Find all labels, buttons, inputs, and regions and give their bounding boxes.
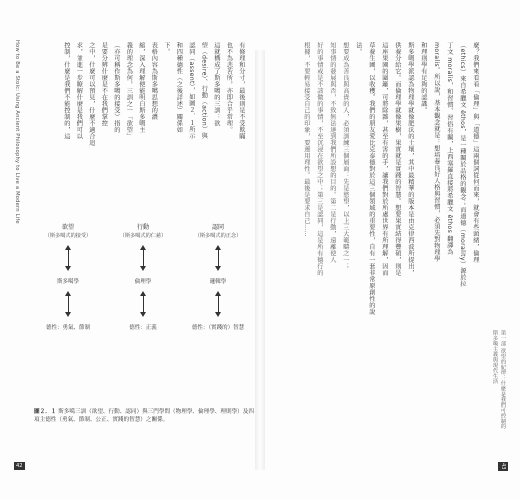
text-column: moralis。所以說，基本觀念就是：想培養良好人格與習慣，必須先對物理學 [432, 42, 440, 262]
diagram-head: 行動 [136, 224, 149, 231]
diagram-sub: （斯多噶式的接受） [44, 233, 92, 239]
diagram-bottom: 德性：勇氣、節制 [45, 325, 90, 331]
text-column: 麼？我們來看看「倫理」與「道德」這兩個詞從何而來，就會有些頭緒，倫理 [471, 42, 479, 263]
text-column: 供養分給它。而倫理學就像果樹，果實就是實踐的智慧。想要果實結得豐碩，則是 [393, 42, 401, 276]
book-gutter [255, 50, 265, 470]
text-column: 草養生圃，以收穫。我們的朋友愛比克泰德對於這三個領域的重要性，自有一套非常原創性的說 [367, 42, 375, 315]
three-disciplines-diagram [38, 222, 248, 402]
diagram-bottom: 德性：（實踐的）智慧 [191, 325, 245, 331]
text-column: 有條理和分寸，最後則是不受欺瞞 [237, 42, 245, 140]
double-arrow-icon [143, 293, 144, 315]
double-arrow-icon [68, 293, 69, 315]
text-column: （亦可稱作斯多噶的接受）指的 [112, 42, 120, 133]
text-column: 斯多噶學派認為物理學就像肥沃的土壤，其中最精華的版本是由克律西波所提出， [406, 42, 414, 276]
text-column: 這座果園的圍籬，可將除雜，甚至有害的手，讓我們對於所處世界有所理解，因而 [380, 42, 388, 276]
diagram-middle: 倫理學 [134, 279, 152, 285]
text-column: 縮，深入理解便能明白斯多噶主 [137, 42, 145, 133]
double-arrow-icon [218, 247, 219, 269]
text-column: 認同（assent），如圖２．１所示 [187, 42, 195, 140]
left-running-head: How to Be a Stoic: Using Ancient Philosophy to Live a Modern Life [14, 40, 20, 224]
right-running-head-2: 斯多噶主義與現代生活 [492, 330, 498, 384]
text-column: 和理則學有足夠的認識。 [419, 42, 427, 114]
text-column: 下。 [162, 42, 170, 55]
text-column: 求，並進一步瞭解什麼是我們可以 [75, 42, 83, 140]
text-column: 也不為悲苦所，亦即合乎常理。 [225, 42, 233, 133]
text-column: （ethics）來自希臘文 êthos，是一種關於品格的觀念；而道德（morality）源於拉 [458, 42, 466, 287]
text-column: 丁文 moralis，和習慣、習俗有關，上西塞羅直接將希臘文 êthos 翻譯為 [445, 42, 453, 255]
diagram-middle: 邏輯學 [209, 279, 227, 285]
text-column: 之中，什麼可以預見，什麼不適合追 [87, 42, 95, 146]
text-column: 望（desire）、行動（action）與 [200, 42, 208, 139]
text-column: 義的理念為何，三訓之一「欲望」 [125, 42, 133, 140]
right-page-number: 43 [500, 463, 506, 470]
text-column: 這就構成了斯多噶的三訓：欲 [212, 42, 220, 127]
text-column: 好的事情或是不該做的事情，不至沉浸在欲望之中；第三是認同，這是所有德行的 [315, 42, 323, 276]
double-arrow-icon [68, 247, 69, 269]
diagram-head: 欲望 [61, 224, 74, 231]
diagram-middle: 斯多噶學 [56, 279, 79, 285]
text-column: 控制，什麼是我們不能控制的，這 [62, 42, 70, 140]
double-arrow-icon [143, 247, 144, 269]
diagram-head: 認同 [211, 224, 224, 231]
text-column: 知事情的發展與否，不致無法達到我們所設想的目的。第二是行動，遠離使人 [328, 42, 336, 263]
left-page-number: 42 [16, 463, 23, 469]
caption-text: 斯多噶三訓（欲望、行動、認同）與三門學問（物理學、倫理學、理則學）及四項主德性（勇氣、節制、公正、實踐的智慧）之關係。 [34, 409, 254, 424]
text-column: 根據，不要輕易接受自己的印象，要運用理性。最後是要求自己…… [302, 42, 310, 237]
diagram-column-action [113, 222, 173, 331]
figure-caption [34, 408, 254, 425]
text-column: 是要分辨什麼是不在我們掌控 [100, 42, 108, 127]
diagram-column-desire [38, 222, 98, 331]
text-column: 和四種德性（之後詳述）關係如 [175, 42, 183, 133]
double-arrow-icon [218, 293, 219, 315]
text-column: 想要成為善良與高貴的人，必須訓練三個層面：先是慾望，以上三大範疇之一； [341, 42, 349, 270]
text-column: 表格內容為斯多噶思想的濃 [150, 42, 158, 120]
diagram-column-assent [188, 222, 248, 331]
diagram-sub: （斯多噶式的仁慈） [119, 233, 167, 239]
right-running-head: 第一部 欲望的紀律：什麼是我們可控制的 [500, 330, 506, 430]
text-column: 法。 [354, 42, 362, 55]
caption-label: 圖２．１ [34, 409, 57, 415]
diagram-sub: （斯多噶式的正念） [194, 233, 242, 239]
diagram-bottom: 德性：正義 [129, 325, 157, 331]
